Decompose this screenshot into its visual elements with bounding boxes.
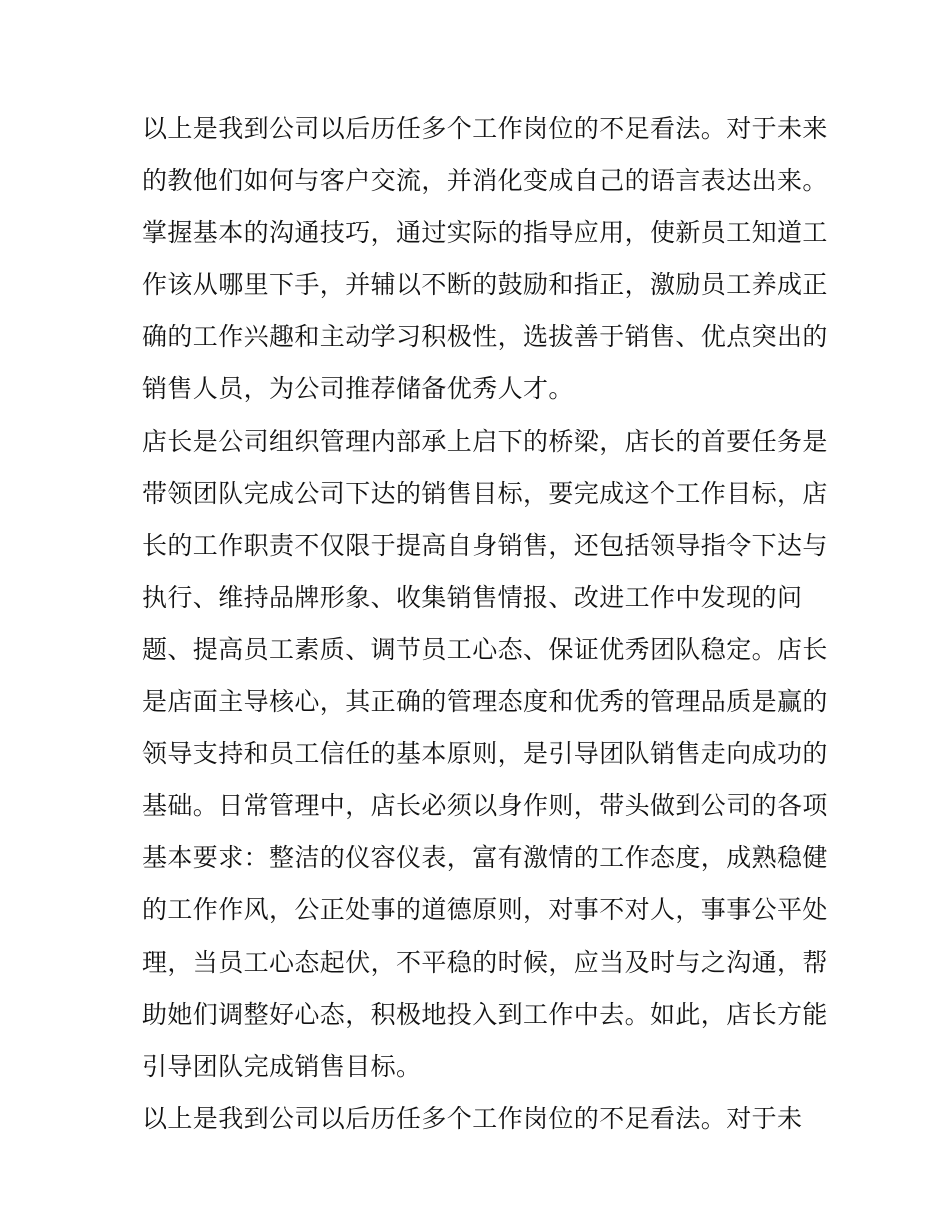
text-line: 掌握基本的沟通技巧，通过实际的指导应用，使新员工知道工 [142, 218, 828, 248]
text-line: 助她们调整好心态，积极地投入到工作中去。如此，店长方能 [142, 999, 828, 1029]
text-line: 销售人员，为公司推荐储备优秀人才。 [142, 374, 574, 404]
text-line: 确的工作兴趣和主动学习积极性，选拔善于销售、优点突出的 [142, 322, 828, 352]
text-line: 的教他们如何与客户交流，并消化变成自己的语言表达出来。 [142, 166, 828, 196]
text-line: 引导团队完成销售目标。 [142, 1051, 422, 1081]
text-line: 长的工作职责不仅限于提高自身销售，还包括领导指令下达与 [142, 530, 828, 560]
text-line: 以上是我到公司以后历任多个工作岗位的不足看法。对于未 [142, 1103, 803, 1133]
text-line: 执行、维持品牌形象、收集销售情报、改进工作中发现的问 [142, 582, 803, 612]
text-line: 基础。日常管理中，店长必须以身作则，带头做到公司的各项 [142, 791, 828, 821]
text-line: 理，当员工心态起伏，不平稳的时候，应当及时与之沟通，帮 [142, 947, 828, 977]
text-line: 基本要求：整洁的仪容仪表，富有激情的工作态度，成熟稳健 [142, 843, 828, 873]
text-line: 的工作作风，公正处事的道德原则，对事不对人，事事公平处 [142, 895, 828, 925]
text-line: 领导支持和员工信任的基本原则，是引导团队销售走向成功的 [142, 739, 828, 769]
text-line: 题、提高员工素质、调节员工心态、保证优秀团队稳定。店长 [142, 634, 828, 664]
document-body [142, 108, 832, 1150]
text-line: 以上是我到公司以后历任多个工作岗位的不足看法。对于未来 [142, 114, 828, 143]
text-line: 作该从哪里下手，并辅以不断的鼓励和指正，激励员工养成正 [142, 270, 828, 300]
text-line: 带领团队完成公司下达的销售目标，要完成这个工作目标，店 [142, 478, 828, 508]
text-line: 是店面主导核心，其正确的管理态度和优秀的管理品质是赢的 [142, 687, 828, 717]
text-line: 店长是公司组织管理内部承上启下的桥梁，店长的首要任务是 [142, 426, 828, 456]
